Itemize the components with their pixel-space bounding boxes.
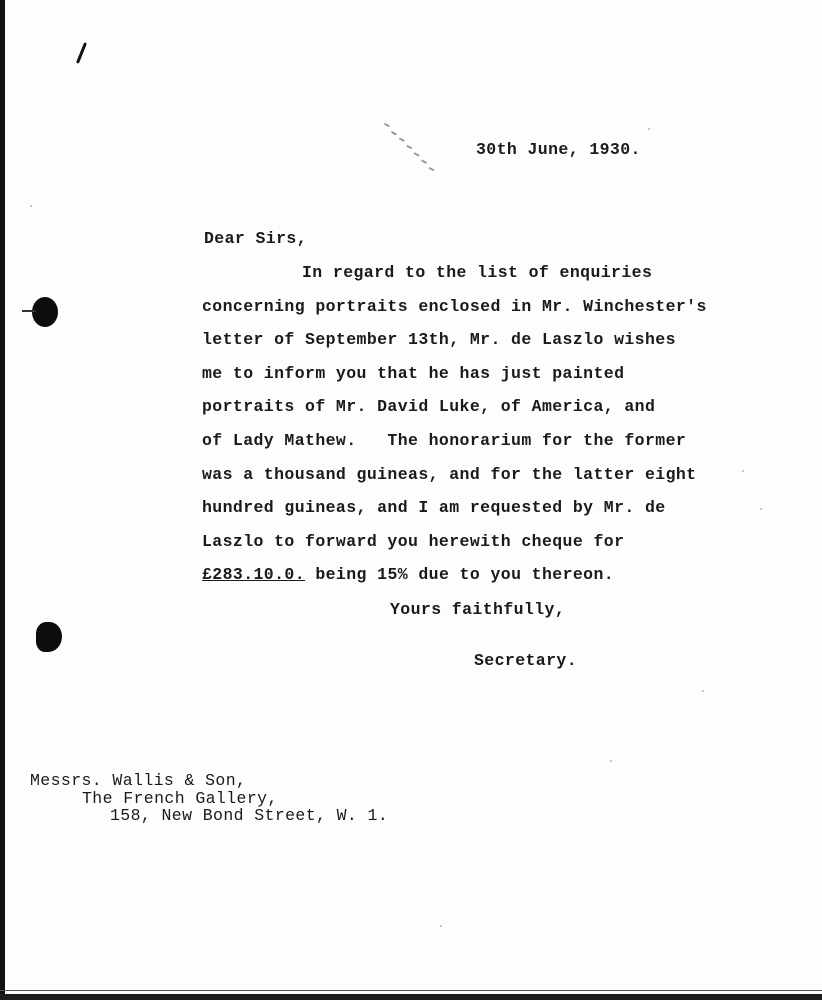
body-line-last [202, 566, 762, 600]
scan-speck [648, 128, 650, 130]
letter-signature: Secretary. [474, 651, 578, 670]
scan-speck [702, 690, 704, 692]
punch-hole-bottom [36, 622, 62, 652]
scan-speck [610, 760, 612, 762]
scan-bottom-edge [0, 994, 822, 1000]
letter-salutation: Dear Sirs, [204, 229, 308, 248]
punch-hole-smudge [22, 310, 36, 312]
scan-left-edge [0, 0, 5, 1000]
faint-pencil-annotation [357, 123, 456, 214]
body-line: me to inform you that he has just painted [202, 363, 625, 383]
letter-body [202, 264, 762, 600]
body-line: letter of September 13th, Mr. de Laszlo wishes [202, 330, 676, 350]
scan-speck [440, 925, 442, 927]
address-line: The French Gallery, [82, 788, 278, 808]
cheque-amount: £283.10.0. [202, 565, 306, 585]
body-line: hundred guineas, and I am requested by Mr. de [202, 498, 666, 518]
scan-speck [30, 205, 32, 207]
address-line: Messrs. Wallis & Son, [30, 771, 247, 790]
body-line: concerning portraits enclosed in Mr. Winchester's [202, 296, 707, 316]
scan-speck [760, 508, 762, 510]
letter-date: 30th June, 1930. [476, 140, 641, 159]
body-line-rest: being 15% due to you thereon. [305, 565, 615, 585]
letter-closing: Yours faithfully, [390, 600, 566, 619]
punch-hole-top [32, 297, 58, 327]
body-line: was a thousand guineas, and for the latter eight [202, 464, 697, 484]
recipient-address [30, 772, 388, 825]
body-line: Laszlo to forward you herewith cheque for [202, 531, 625, 551]
body-line: portraits of Mr. David Luke, of America, and [202, 397, 656, 417]
address-line: 158, New Bond Street, W. 1. [110, 806, 389, 825]
body-line: In regard to the list of enquiries [302, 263, 653, 282]
scan-bottom-line [0, 990, 822, 991]
scan-speck [742, 470, 744, 472]
body-line: of Lady Mathew. The honorarium for the former [202, 430, 687, 450]
pencil-tick-mark [76, 42, 87, 64]
